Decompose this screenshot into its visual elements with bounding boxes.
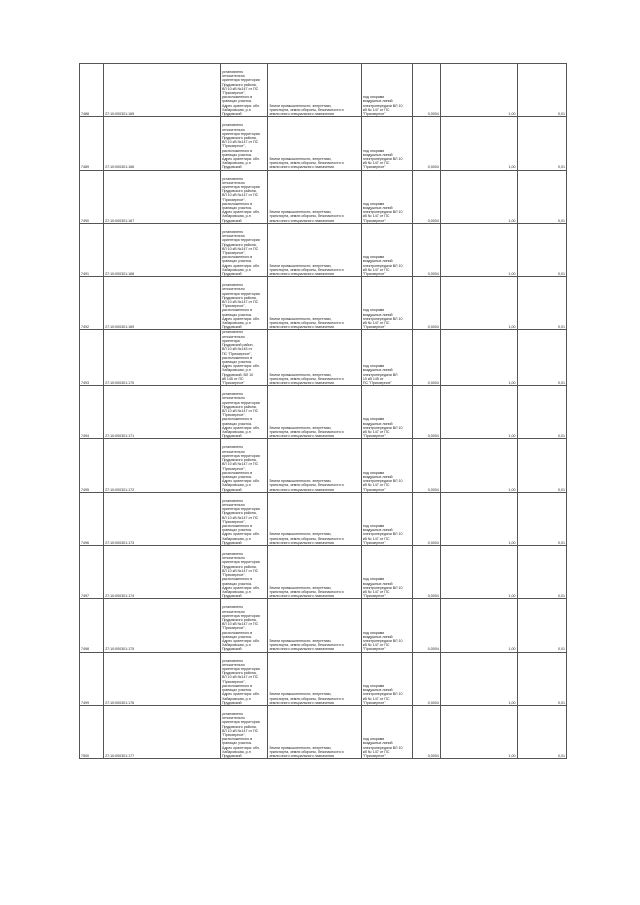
land-category-cell	[268, 492, 362, 545]
rate-value-cell-text: 1,00	[508, 647, 516, 652]
cadastral-number-cell	[104, 599, 221, 652]
row-number-cell	[80, 439, 104, 492]
land-category-cell	[268, 64, 362, 117]
location-description-cell	[220, 64, 267, 117]
rate-value-cell-text: 1,00	[508, 700, 516, 705]
area-value-cell-text: 0,0004	[427, 380, 439, 385]
permitted-use-cell	[361, 599, 413, 652]
amount-value-cell	[517, 439, 566, 492]
rate-value-cell	[440, 170, 517, 223]
land-category-cell	[268, 277, 362, 330]
rate-value-cell-text: 1,00	[508, 594, 516, 599]
rate-value-cell	[440, 117, 517, 170]
permitted-use-cell	[361, 439, 413, 492]
location-description-cell	[220, 386, 267, 439]
location-description-cell	[220, 439, 267, 492]
cadastral-number-cell-text: 27:10:000301:166	[105, 165, 135, 170]
permitted-use-cell-text: под опорами воздушных линий электропередачи ВЛ 10 кВ № 147 от ПС "Приозерное"	[362, 737, 403, 758]
area-value-cell-text: 0,0004	[427, 487, 439, 492]
rate-value-cell	[440, 64, 517, 117]
location-description-cell-text: установлено относительно ориентира территория Прудовского района, ВЛ 10 кВ №147 от ПС "Приозерное", расположенного в границах участка. Адрес ориентира: обл. Хабаровская, р-н Прудовский	[221, 552, 260, 599]
row-number-cell	[80, 170, 104, 223]
location-description-cell	[220, 599, 267, 652]
rate-value-cell	[440, 652, 517, 705]
row-number-cell	[80, 546, 104, 599]
amount-value-cell	[517, 117, 566, 170]
row-number-cell-text: 7500	[81, 754, 89, 758]
amount-value-cell-text: 0,01	[558, 434, 565, 439]
permitted-use-cell	[361, 223, 413, 276]
row-number-cell	[80, 652, 104, 705]
area-value-cell	[413, 330, 440, 386]
location-description-cell-text: установлено относительно ориентира территория Прудовского района, ВЛ 10 кВ №147 от ПС "Приозерное", расположенного в границах участка. Адрес ориентира: обл. Хабаровская, р-н Прудовский	[221, 605, 260, 652]
rate-value-cell-text: 1,00	[508, 271, 516, 276]
land-category-cell	[268, 386, 362, 439]
amount-value-cell-text: 0,01	[558, 218, 565, 223]
location-description-cell-text: установлено относительно ориентира территория Прудовского района, ВЛ 10 кВ №147 от ПС "Приозерное", расположенного в границах участка. Адрес ориентира: обл. Хабаровская, р-н Прудовский	[221, 283, 260, 330]
row-number-cell	[80, 705, 104, 758]
permitted-use-cell-text: под опорами воздушных линий электропередачи ВЛ 10 кВ № 147 от ПС "Приозерное"	[362, 201, 403, 223]
permitted-use-cell	[361, 277, 413, 330]
table-row	[80, 223, 567, 276]
row-number-cell-text: 7495	[81, 487, 89, 492]
cadastral-number-cell	[104, 546, 221, 599]
amount-value-cell	[517, 277, 566, 330]
rate-value-cell-text: 1,00	[508, 540, 516, 545]
table-row	[80, 705, 567, 758]
permitted-use-cell-text: под опорами воздушных линий электропередачи ВЛ 10 кВ 145 от ПС "Приозерное"	[362, 364, 398, 385]
permitted-use-cell	[361, 492, 413, 545]
cadastral-number-cell-text: 27:10:000301:165	[105, 112, 135, 117]
location-description-cell-text: установлено относительно ориентира территория Прудовского района, ВЛ 10 кВ №147 от ПС "Приозерное", расположенного в границах участка. Адрес ориентира: обл. Хабаровская, р-н Прудовский	[221, 445, 260, 492]
cadastral-number-cell-text: 27:10:000301:174	[105, 594, 135, 599]
row-number-cell-text: 7488	[81, 112, 89, 117]
area-value-cell-text: 0,0004	[427, 434, 439, 439]
cadastral-number-cell	[104, 64, 221, 117]
amount-value-cell-text: 0,01	[558, 647, 565, 652]
location-description-cell-text: установлено относительно ориентира территория Прудовского района, ВЛ 10 кВ №147 от ПС "Приозерное", расположенного в границах участка. Адрес ориентира: обл. Хабаровская, р-н Прудовский	[221, 123, 260, 170]
location-description-cell-text: установлено относительно ориентира территория Прудовского района, ВЛ 10 кВ №147 от ПС "Приозерное", расположенного в границах участка. Адрес ориентира: обл. Хабаровская, р-н Прудовский	[221, 498, 260, 545]
register-table-body	[80, 64, 567, 759]
amount-value-cell	[517, 223, 566, 276]
land-category-cell-text: Земли промышленности, энергетики, транспорта, земли обороны, безопасности и земли иного специального назначения	[269, 372, 344, 385]
location-description-cell	[220, 330, 267, 386]
area-value-cell-text: 0,0004	[427, 271, 439, 276]
area-value-cell	[413, 170, 440, 223]
amount-value-cell	[517, 64, 566, 117]
permitted-use-cell-text: под опорами воздушных линий электропередачи ВЛ 10 кВ № 147 от ПС "Приозерное"	[362, 577, 403, 599]
land-category-cell-text: Земли промышленности, энергетики, транспорта, земли обороны, безопасности и земли иного специального назначения	[269, 103, 344, 117]
row-number-cell-text: 7499	[81, 700, 89, 705]
rate-value-cell	[440, 546, 517, 599]
amount-value-cell-text: 0,01	[558, 487, 565, 492]
land-category-cell-text: Земли промышленности, энергетики, транспорта, земли обороны, безопасности и земли иного специального назначения	[269, 479, 344, 492]
permitted-use-cell-text: под опорами воздушных линий электропередачи ВЛ 10 кВ № 147 от ПС "Приозерное"	[362, 255, 403, 276]
cadastral-number-cell	[104, 652, 221, 705]
land-category-cell-text: Земли промышленности, энергетики, транспорта, земли обороны, безопасности и земли иного специального назначения	[269, 263, 344, 276]
area-value-cell-text: 0,0004	[427, 540, 439, 545]
cadastral-number-cell-text: 27:10:000301:173	[105, 540, 135, 545]
cadastral-number-cell	[104, 386, 221, 439]
rate-value-cell	[440, 705, 517, 758]
table-row	[80, 64, 567, 117]
location-description-cell	[220, 223, 267, 276]
row-number-cell	[80, 386, 104, 439]
row-number-cell-text: 7492	[81, 325, 89, 330]
table-row	[80, 277, 567, 330]
amount-value-cell-text: 0,01	[558, 540, 565, 545]
permitted-use-cell	[361, 330, 413, 386]
table-row	[80, 492, 567, 545]
cadastral-number-cell-text: 27:10:000301:168	[105, 271, 135, 276]
area-value-cell-text: 0,0004	[427, 700, 439, 705]
rate-value-cell	[440, 277, 517, 330]
location-description-cell	[220, 277, 267, 330]
rate-value-cell-text: 1,00	[508, 380, 516, 385]
cadastral-number-cell	[104, 492, 221, 545]
permitted-use-cell-text: под опорами воздушных линий электропередачи ВЛ 10 кВ № 147 от ПС "Приозерное"	[362, 683, 403, 705]
location-description-cell-text: установлено относительно ориентира территория Прудовского района, ВЛ 10 кВ №147 от ПС "Приозерное", расположенного в границах участка. Адрес ориентира: обл. Хабаровская, р-н Прудовский	[221, 70, 260, 117]
area-value-cell	[413, 117, 440, 170]
amount-value-cell	[517, 652, 566, 705]
permitted-use-cell	[361, 117, 413, 170]
row-number-cell	[80, 492, 104, 545]
permitted-use-cell	[361, 705, 413, 758]
area-value-cell	[413, 546, 440, 599]
land-plot-register-table	[79, 63, 567, 759]
table-row	[80, 330, 567, 386]
row-number-cell-text: 7497	[81, 594, 89, 599]
row-number-cell-text: 7490	[81, 218, 89, 223]
rate-value-cell-text: 1,00	[508, 487, 516, 492]
table-row	[80, 386, 567, 439]
area-value-cell	[413, 223, 440, 276]
permitted-use-cell	[361, 170, 413, 223]
table-row	[80, 599, 567, 652]
cadastral-number-cell-text: 27:10:000301:175	[105, 647, 135, 652]
permitted-use-cell	[361, 386, 413, 439]
row-number-cell-text: 7498	[81, 647, 89, 652]
area-value-cell-text: 0,0004	[427, 594, 439, 599]
location-description-cell-text: установлено относительно ориентира Прудовский район, ВЛ 10 кВ №145 от ПС "Приозерное", расположенного в границах участка. Адрес ориентира: обл. Хабаровская, р-н Прудовский, ВЛ 10 кВ 145 от ПС "Приозерное"	[221, 330, 260, 385]
location-description-cell-text: установлено относительно ориентира территория Прудовского района, ВЛ 10 кВ №147 от ПС "Приозерное", расположенного в границах участка. Адрес ориентира: обл. Хабаровская, р-н Прудовский	[221, 711, 260, 758]
amount-value-cell-text: 0,01	[558, 271, 565, 276]
cadastral-number-cell	[104, 439, 221, 492]
amount-value-cell	[517, 546, 566, 599]
rate-value-cell-text: 1,00	[508, 434, 516, 439]
area-value-cell	[413, 652, 440, 705]
rate-value-cell	[440, 330, 517, 386]
cadastral-number-cell	[104, 330, 221, 386]
amount-value-cell-text: 0,01	[558, 594, 565, 599]
table-row	[80, 652, 567, 705]
location-description-cell	[220, 546, 267, 599]
land-category-cell-text: Земли промышленности, энергетики, транспорта, земли обороны, безопасности и земли иного специального назначения	[269, 692, 344, 705]
amount-value-cell-text: 0,01	[558, 380, 565, 385]
area-value-cell	[413, 599, 440, 652]
area-value-cell	[413, 705, 440, 758]
land-category-cell-text: Земли промышленности, энергетики, транспорта, земли обороны, безопасности и земли иного специального назначения	[269, 532, 344, 545]
permitted-use-cell-text: под опорами воздушных линий электропередачи ВЛ 10 кВ № 147 от ПС "Приозерное"	[362, 630, 403, 652]
row-number-cell	[80, 599, 104, 652]
amount-value-cell	[517, 599, 566, 652]
cadastral-number-cell-text: 27:10:000301:167	[105, 218, 135, 223]
row-number-cell	[80, 330, 104, 386]
rate-value-cell	[440, 599, 517, 652]
row-number-cell	[80, 277, 104, 330]
land-category-cell	[268, 170, 362, 223]
row-number-cell-text: 7493	[81, 380, 89, 385]
permitted-use-cell	[361, 64, 413, 117]
cadastral-number-cell-text: 27:10:000301:170	[105, 380, 135, 385]
location-description-cell	[220, 117, 267, 170]
rate-value-cell-text: 1,00	[508, 218, 516, 223]
permitted-use-cell-text: под опорами воздушных линий электропередачи ВЛ 10 кВ № 147 от ПС "Приозерное"	[362, 524, 403, 545]
location-description-cell	[220, 652, 267, 705]
amount-value-cell	[517, 330, 566, 386]
cadastral-number-cell	[104, 170, 221, 223]
row-number-cell	[80, 64, 104, 117]
rate-value-cell-text: 1,00	[508, 754, 516, 758]
table-row	[80, 546, 567, 599]
row-number-cell-text: 7489	[81, 165, 89, 170]
rate-value-cell-text: 1,00	[508, 325, 516, 330]
land-category-cell	[268, 546, 362, 599]
land-category-cell-text: Земли промышленности, энергетики, транспорта, земли обороны, безопасности и земли иного специального назначения	[269, 316, 344, 330]
rate-value-cell-text: 1,00	[508, 165, 516, 170]
cadastral-number-cell	[104, 223, 221, 276]
rate-value-cell-text: 1,00	[508, 112, 516, 117]
permitted-use-cell-text: под опорами воздушных линий электропередачи ВЛ 10 кВ № 147 от ПС "Приозерное"	[362, 470, 403, 492]
area-value-cell	[413, 277, 440, 330]
location-description-cell-text: установлено относительно ориентира территория Прудовского района, ВЛ 10 кВ №147 от ПС "Приозерное", расположенного в границах участка. Адрес ориентира: обл. Хабаровская, р-н Прудовский	[221, 658, 260, 705]
row-number-cell	[80, 117, 104, 170]
cadastral-number-cell	[104, 277, 221, 330]
amount-value-cell-text: 0,01	[558, 754, 565, 758]
location-description-cell-text: установлено относительно ориентира территория Прудовского района, ВЛ 10 кВ №147 от ПС "Приозерное", расположенного в границах участка. Адрес ориентира: обл. Хабаровская, р-н Прудовский	[221, 176, 260, 223]
area-value-cell	[413, 439, 440, 492]
location-description-cell-text: установлено относительно ориентира территория Прудовского района, ВЛ 10 кВ №147 от ПС "Приозерное", расположенного в границах участка. Адрес ориентира: обл. Хабаровская, р-н Прудовский	[221, 229, 260, 276]
area-value-cell-text: 0,0004	[427, 165, 439, 170]
area-value-cell-text: 0,0004	[427, 754, 439, 758]
land-category-cell	[268, 439, 362, 492]
amount-value-cell-text: 0,01	[558, 700, 565, 705]
location-description-cell	[220, 492, 267, 545]
amount-value-cell	[517, 492, 566, 545]
amount-value-cell	[517, 386, 566, 439]
amount-value-cell	[517, 170, 566, 223]
area-value-cell-text: 0,0004	[427, 112, 439, 117]
table-row	[80, 117, 567, 170]
cadastral-number-cell-text: 27:10:000301:176	[105, 700, 135, 705]
table-row	[80, 170, 567, 223]
amount-value-cell-text: 0,01	[558, 112, 565, 117]
row-number-cell-text: 7496	[81, 540, 89, 545]
rate-value-cell	[440, 439, 517, 492]
amount-value-cell-text: 0,01	[558, 165, 565, 170]
land-category-cell-text: Земли промышленности, энергетики, транспорта, земли обороны, безопасности и земли иного специального назначения	[269, 639, 344, 652]
location-description-cell	[220, 170, 267, 223]
cadastral-number-cell	[104, 705, 221, 758]
land-category-cell	[268, 330, 362, 386]
cadastral-number-cell-text: 27:10:000301:177	[105, 754, 135, 758]
cadastral-number-cell-text: 27:10:000301:169	[105, 325, 135, 330]
row-number-cell-text: 7494	[81, 434, 89, 439]
cadastral-number-cell-text: 27:10:000301:171	[105, 434, 135, 439]
land-category-cell	[268, 599, 362, 652]
area-value-cell-text: 0,0004	[427, 325, 439, 330]
cadastral-number-cell	[104, 117, 221, 170]
area-value-cell	[413, 492, 440, 545]
permitted-use-cell	[361, 652, 413, 705]
row-number-cell	[80, 223, 104, 276]
land-category-cell-text: Земли промышленности, энергетики, транспорта, земли обороны, безопасности и земли иного специального назначения	[269, 210, 344, 223]
land-category-cell	[268, 652, 362, 705]
land-category-cell-text: Земли промышленности, энергетики, транспорта, земли обороны, безопасности и земли иного специального назначения	[269, 425, 344, 439]
location-description-cell	[220, 705, 267, 758]
land-category-cell	[268, 223, 362, 276]
permitted-use-cell-text: под опорами воздушных линий электропередачи ВЛ 10 кВ № 147 от ПС "Приозерное"	[362, 95, 403, 117]
area-value-cell-text: 0,0004	[427, 647, 439, 652]
location-description-cell-text: установлено относительно ориентира территория Прудовского района, ВЛ 10 кВ №147 от ПС "Приозерное", расположенного в границах участка. Адрес ориентира: обл. Хабаровская, р-н Прудовский	[221, 392, 260, 439]
permitted-use-cell-text: под опорами воздушных линий электропередачи ВЛ 10 кВ № 147 от ПС "Приозерное"	[362, 148, 403, 170]
permitted-use-cell-text: под опорами воздушных линий электропередачи ВЛ 10 кВ № 147 от ПС "Приозерное"	[362, 308, 403, 330]
land-category-cell	[268, 705, 362, 758]
rate-value-cell	[440, 223, 517, 276]
area-value-cell	[413, 64, 440, 117]
land-category-cell-text: Земли промышленности, энергетики, транспорта, земли обороны, безопасности и земли иного специального назначения	[269, 156, 344, 170]
area-value-cell-text: 0,0004	[427, 218, 439, 223]
table-row	[80, 439, 567, 492]
rate-value-cell	[440, 492, 517, 545]
land-category-cell-text: Земли промышленности, энергетики, транспорта, земли обороны, безопасности и земли иного специального назначения	[269, 585, 344, 599]
permitted-use-cell	[361, 546, 413, 599]
permitted-use-cell-text: под опорами воздушных линий электропередачи ВЛ 10 кВ № 147 от ПС "Приозерное"	[362, 417, 403, 439]
area-value-cell	[413, 386, 440, 439]
land-category-cell	[268, 117, 362, 170]
amount-value-cell-text: 0,01	[558, 325, 565, 330]
amount-value-cell	[517, 705, 566, 758]
row-number-cell-text: 7491	[81, 271, 89, 276]
rate-value-cell	[440, 386, 517, 439]
cadastral-number-cell-text: 27:10:000301:172	[105, 487, 135, 492]
land-category-cell-text: Земли промышленности, энергетики, транспорта, земли обороны, безопасности и земли иного специального назначения	[269, 745, 344, 758]
